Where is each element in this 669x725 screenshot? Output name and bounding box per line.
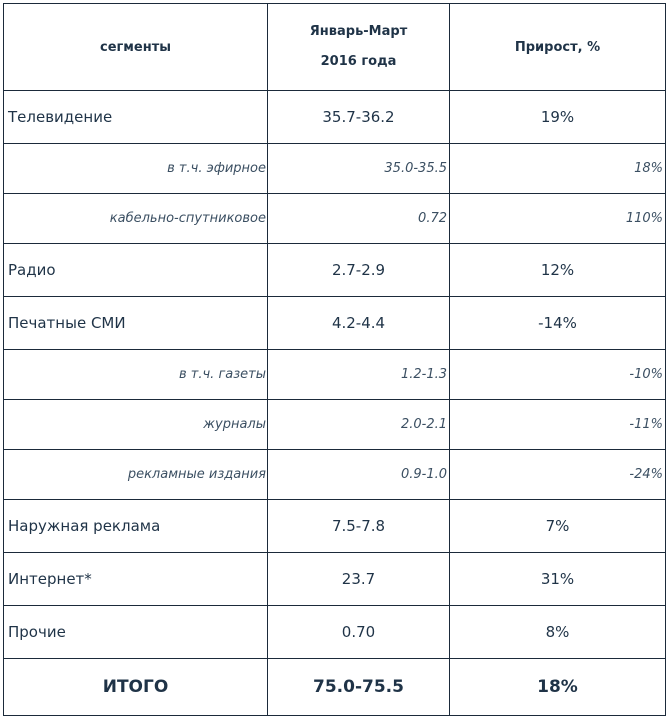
header-period-line1: Январь-Март xyxy=(309,24,408,39)
subsegment-value: 0.9-1.0 xyxy=(268,450,450,500)
subsegment-growth: 110% xyxy=(450,194,666,244)
subsegment-value: 0.72 xyxy=(268,194,450,244)
subsegment-name: в т.ч. эфирное xyxy=(4,144,268,194)
segment-value: 2.7-2.9 xyxy=(268,244,450,297)
subsegment-growth: 18% xyxy=(450,144,666,194)
subsegment-value: 1.2-1.3 xyxy=(268,350,450,400)
subsegment-value: 2.0-2.1 xyxy=(268,400,450,450)
segment-growth: 7% xyxy=(450,500,666,553)
segment-name: Наружная реклама xyxy=(4,500,268,553)
table-subrow xyxy=(4,194,666,244)
header-growth: Прирост, % xyxy=(450,4,666,91)
segment-name: Телевидение xyxy=(4,91,268,144)
header-row xyxy=(4,4,666,91)
table-row xyxy=(4,606,666,659)
segment-growth: 8% xyxy=(450,606,666,659)
subsegment-growth: -24% xyxy=(450,450,666,500)
header-segment: сегменты xyxy=(4,4,268,91)
header-period xyxy=(268,4,450,91)
table-row xyxy=(4,500,666,553)
segment-growth: 19% xyxy=(450,91,666,144)
segment-value: 4.2-4.4 xyxy=(268,297,450,350)
total-value: 75.0-75.5 xyxy=(268,659,450,716)
subsegment-name: журналы xyxy=(4,400,268,450)
segment-value: 35.7-36.2 xyxy=(268,91,450,144)
segment-name: Прочие xyxy=(4,606,268,659)
segment-name: Радио xyxy=(4,244,268,297)
subsegment-name: в т.ч. газеты xyxy=(4,350,268,400)
table-row xyxy=(4,244,666,297)
table-row xyxy=(4,297,666,350)
subsegment-value: 35.0-35.5 xyxy=(268,144,450,194)
segment-growth: -14% xyxy=(450,297,666,350)
segment-name: Печатные СМИ xyxy=(4,297,268,350)
table-subrow xyxy=(4,450,666,500)
total-row xyxy=(4,659,666,716)
segment-value: 7.5-7.8 xyxy=(268,500,450,553)
table-subrow xyxy=(4,350,666,400)
subsegment-name: рекламные издания xyxy=(4,450,268,500)
segment-growth: 31% xyxy=(450,553,666,606)
segment-value: 23.7 xyxy=(268,553,450,606)
table-subrow xyxy=(4,144,666,194)
segment-growth: 12% xyxy=(450,244,666,297)
subsegment-growth: -11% xyxy=(450,400,666,450)
header-period-line2: 2016 года xyxy=(320,54,397,69)
total-label: ИТОГО xyxy=(4,659,268,716)
total-growth: 18% xyxy=(450,659,666,716)
table-row xyxy=(4,553,666,606)
table-row xyxy=(4,91,666,144)
subsegment-name: кабельно-спутниковое xyxy=(4,194,268,244)
subsegment-growth: -10% xyxy=(450,350,666,400)
segment-value: 0.70 xyxy=(268,606,450,659)
ad-market-table xyxy=(3,3,666,716)
table-subrow xyxy=(4,400,666,450)
segment-name: Интернет* xyxy=(4,553,268,606)
